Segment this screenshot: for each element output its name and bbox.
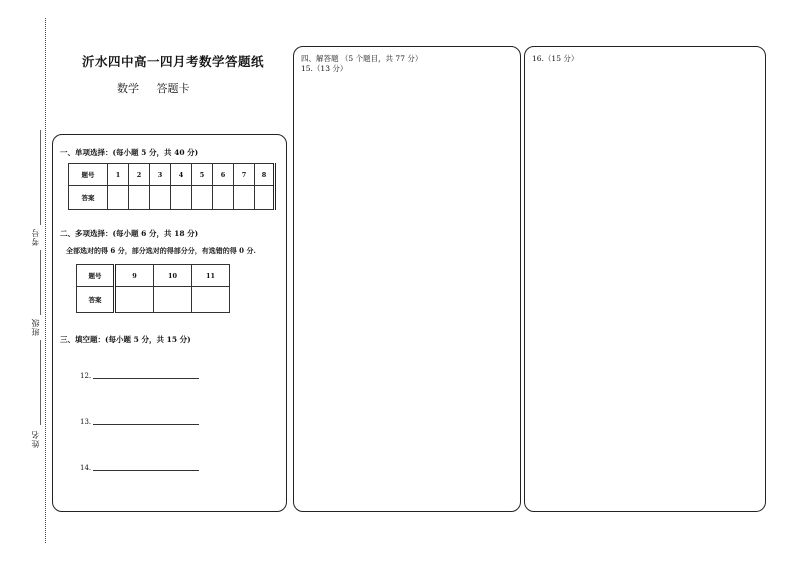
exam-no-label: 考号 [31,228,40,246]
mc-header-a: 答案 [77,287,115,313]
sc-header-a: 答案 [69,186,108,210]
exam-no-line [40,130,41,225]
mc-num: 11 [192,265,230,287]
name-label: 姓名 [31,430,40,448]
mc-answer-cell[interactable] [154,287,192,313]
sc-answer-cell[interactable] [129,186,150,210]
question-16-label: 16.（15 分） [532,54,579,63]
card-label: 答题卡 [156,82,190,95]
sc-answer-cell[interactable] [255,186,275,210]
answer-panel-16[interactable] [524,46,766,512]
page-title: 沂水四中高一四月考数学答题纸 [82,54,265,69]
mc-num: 9 [115,265,154,287]
sc-num: 3 [150,164,171,186]
answer-panel-15[interactable] [293,46,521,512]
sc-answer-cell[interactable] [171,186,192,210]
single-choice-table [68,163,276,210]
question-15-label: 15.（13 分） [301,64,348,73]
sc-num: 1 [108,164,129,186]
fill-item-12: 12. [80,372,92,380]
fill-line-12[interactable] [93,378,199,379]
mc-answer-cell[interactable] [192,287,230,313]
sc-num: 2 [129,164,150,186]
binding-dotted-line [45,18,46,543]
sc-answer-cell[interactable] [234,186,255,210]
fill-line-14[interactable] [93,470,199,471]
sc-answer-cell[interactable] [213,186,234,210]
class-line [40,250,41,315]
section4-title: 四、解答题 （5 个题目，共 77 分） [301,54,423,63]
sc-header-q: 题号 [69,164,108,186]
fill-item-13: 13. [80,418,92,426]
mc-header-q: 题号 [77,265,115,287]
class-label: 班级 [31,318,40,336]
sc-num: 4 [171,164,192,186]
fill-item-14: 14. [80,464,92,472]
sc-num: 5 [192,164,213,186]
section3-title: 三、填空题：(每小题 5 分，共 15 分) [60,335,191,344]
section1-title: 一、单项选择：(每小题 5 分，共 40 分) [60,148,199,157]
section2-title: 二、多项选择：(每小题 6 分，共 18 分) [60,229,199,238]
sc-answer-cell[interactable] [150,186,171,210]
sc-num: 8 [255,164,275,186]
subject-label: 数学 [117,82,139,95]
sc-num: 7 [234,164,255,186]
section2-note: 全部选对的得 6 分，部分选对的得部分分，有选错的得 0 分. [66,246,256,255]
multi-choice-table [76,264,230,313]
page-subtitle [117,80,190,96]
sc-answer-cell[interactable] [192,186,213,210]
mc-answer-cell[interactable] [115,287,154,313]
sc-answer-cell[interactable] [108,186,129,210]
fill-line-13[interactable] [93,424,199,425]
sc-num: 6 [213,164,234,186]
mc-num: 10 [154,265,192,287]
name-line [40,340,41,425]
